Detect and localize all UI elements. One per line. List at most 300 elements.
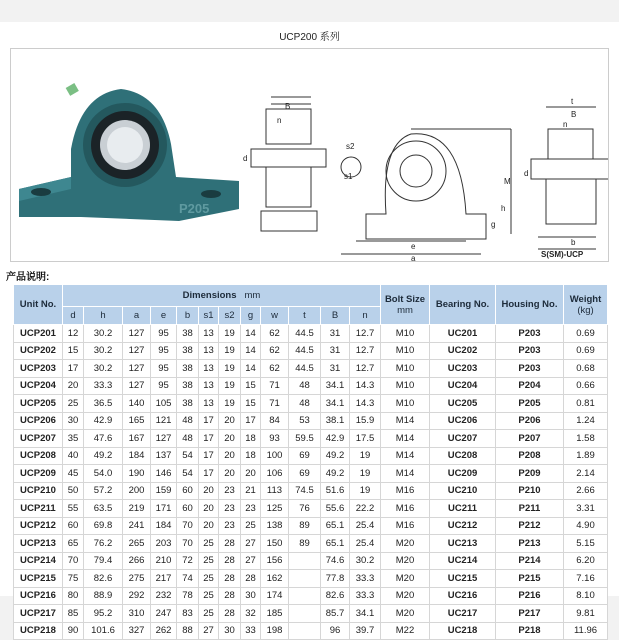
pillow-block-photo [19,83,239,221]
cell-dim-a: 167 [123,430,151,448]
header-bolt-label: Bolt Size [384,293,426,305]
cell-weight: 8.10 [564,587,608,605]
cell-housing-no: P215 [496,570,564,588]
cell-dim-a: 219 [123,500,151,518]
cell-dim-e: 95 [151,325,177,343]
cell-dim-b: 54 [177,447,199,465]
header-dim-d: d [63,307,84,325]
cell-dim-h: 69.8 [84,517,123,535]
cell-dim-g: 27 [241,552,261,570]
header-bearing-no: Bearing No. [430,285,496,325]
cell-bolt-size: M20 [381,535,430,553]
cell-unit-no: UCP202 [14,342,63,360]
cell-dim-n: 12.7 [350,342,381,360]
cell-weight: 9.81 [564,605,608,623]
cell-dim-t: 44.5 [289,325,321,343]
table-row [14,552,608,570]
cell-dim-g: 21 [241,482,261,500]
cell-unit-no: UCP204 [14,377,63,395]
cell-dim-b: 48 [177,430,199,448]
cell-dim-B: 51.6 [321,482,350,500]
cell-dim-g: 32 [241,605,261,623]
table-row [14,447,608,465]
cell-dim-e: 232 [151,587,177,605]
cell-dim-s2: 20 [219,430,241,448]
cell-dim-g: 18 [241,430,261,448]
header-weight [564,285,608,325]
cell-dim-t: 74.5 [289,482,321,500]
cell-dim-a: 310 [123,605,151,623]
cell-dim-a: 200 [123,482,151,500]
cell-dim-h: 63.5 [84,500,123,518]
cell-dim-t [289,552,321,570]
product-description-label: 产品说明: [6,272,50,283]
cell-weight: 7.16 [564,570,608,588]
cell-dim-n: 22.2 [350,500,381,518]
label-d2: d [524,169,529,178]
cell-dim-a: 327 [123,622,151,640]
cell-dim-s2: 23 [219,517,241,535]
cell-dim-n: 19 [350,465,381,483]
cell-dim-w: 125 [261,500,289,518]
cell-dim-t: 89 [289,535,321,553]
cell-unit-no: UCP213 [14,535,63,553]
header-unit-no: Unit No. [14,285,63,325]
cell-dim-t: 44.5 [289,360,321,378]
cell-housing-no: P217 [496,605,564,623]
cell-dim-t: 44.5 [289,342,321,360]
cell-weight: 0.68 [564,360,608,378]
cell-unit-no: UCP218 [14,622,63,640]
cell-bolt-size: M16 [381,517,430,535]
cell-dim-t: 89 [289,517,321,535]
table-row [14,342,608,360]
cell-weight: 4.90 [564,517,608,535]
cell-dim-b: 38 [177,377,199,395]
cell-unit-no: UCP206 [14,412,63,430]
table-row [14,360,608,378]
cell-dim-e: 95 [151,342,177,360]
cell-dim-a: 127 [123,377,151,395]
cell-dim-e: 95 [151,360,177,378]
cell-unit-no: UCP205 [14,395,63,413]
cell-dim-s1: 25 [199,587,219,605]
cell-dim-b: 78 [177,587,199,605]
cell-unit-no: UCP203 [14,360,63,378]
cell-dim-n: 17.5 [350,430,381,448]
cell-unit-no: UCP217 [14,605,63,623]
cell-dim-s2: 19 [219,360,241,378]
cell-dim-w: 93 [261,430,289,448]
cell-dim-w: 162 [261,570,289,588]
table-row [14,535,608,553]
cell-dim-s1: 13 [199,377,219,395]
cell-dim-e: 171 [151,500,177,518]
cell-dim-d: 17 [63,360,84,378]
cell-dim-B: 74.6 [321,552,350,570]
cell-dim-w: 185 [261,605,289,623]
cell-dim-n: 25.4 [350,535,381,553]
cell-dim-t [289,622,321,640]
cell-dim-s1: 20 [199,500,219,518]
cell-dim-h: 47.6 [84,430,123,448]
cell-dim-s1: 25 [199,535,219,553]
header-dim-h: h [84,307,123,325]
cell-dim-h: 57.2 [84,482,123,500]
cell-dim-s2: 19 [219,395,241,413]
cell-weight: 0.81 [564,395,608,413]
cell-bearing-no: UC206 [430,412,496,430]
cell-dim-n: 33.3 [350,570,381,588]
cell-dim-w: 62 [261,342,289,360]
cell-unit-no: UCP201 [14,325,63,343]
cell-dim-e: 146 [151,465,177,483]
cell-dim-e: 105 [151,395,177,413]
label-g: g [491,220,496,229]
cell-dim-w: 156 [261,552,289,570]
cell-dim-g: 14 [241,342,261,360]
label-B: B [285,102,291,111]
cell-dim-w: 113 [261,482,289,500]
cell-dim-h: 88.9 [84,587,123,605]
cell-dim-d: 15 [63,342,84,360]
table-row [14,622,608,640]
label-h: h [501,204,506,213]
cell-dim-g: 18 [241,447,261,465]
cell-dim-b: 38 [177,325,199,343]
cell-dim-d: 35 [63,430,84,448]
specs-table [13,284,608,640]
cell-dim-s2: 19 [219,377,241,395]
table-row [14,605,608,623]
cell-bearing-no: UC202 [430,342,496,360]
cell-bearing-no: UC217 [430,605,496,623]
cell-bearing-no: UC216 [430,587,496,605]
cell-dim-d: 12 [63,325,84,343]
cell-dim-s2: 28 [219,605,241,623]
cell-dim-B: 38.1 [321,412,350,430]
cell-housing-no: P203 [496,342,564,360]
label-t: t [571,97,574,106]
cell-dim-s1: 13 [199,360,219,378]
cell-dim-s2: 28 [219,570,241,588]
cell-dim-h: 54.0 [84,465,123,483]
cell-dim-B: 49.2 [321,465,350,483]
cell-bolt-size: M14 [381,465,430,483]
header-dim-e: e [151,307,177,325]
cell-weight: 1.58 [564,430,608,448]
side-view-drawing [251,97,326,231]
cell-dim-s1: 25 [199,552,219,570]
cell-bearing-no: UC205 [430,395,496,413]
cell-dim-h: 36.5 [84,395,123,413]
cell-dim-h: 82.6 [84,570,123,588]
cell-weight: 3.31 [564,500,608,518]
cell-weight: 0.69 [564,325,608,343]
cell-dim-b: 60 [177,482,199,500]
header-weight-unit: (kg) [577,304,594,316]
cell-dim-w: 100 [261,447,289,465]
cell-bolt-size: M10 [381,377,430,395]
cell-dim-B: 31 [321,342,350,360]
cell-dim-a: 184 [123,447,151,465]
cell-dim-s1: 27 [199,622,219,640]
cell-bolt-size: M16 [381,482,430,500]
cell-bearing-no: UC208 [430,447,496,465]
cell-bearing-no: UC204 [430,377,496,395]
cell-dim-d: 50 [63,482,84,500]
cell-housing-no: P214 [496,552,564,570]
cell-dim-B: 31 [321,360,350,378]
cell-housing-no: P204 [496,377,564,395]
cell-dim-d: 20 [63,377,84,395]
cell-dim-b: 38 [177,342,199,360]
cell-dim-g: 27 [241,535,261,553]
cell-dim-g: 23 [241,500,261,518]
cell-dim-w: 71 [261,395,289,413]
cell-housing-no: P207 [496,430,564,448]
table-row [14,412,608,430]
cell-dim-s1: 13 [199,342,219,360]
cell-dim-d: 25 [63,395,84,413]
cell-dim-B: 34.1 [321,377,350,395]
cell-dim-t: 69 [289,447,321,465]
cell-dim-d: 40 [63,447,84,465]
cell-dim-B: 85.7 [321,605,350,623]
cell-dim-b: 72 [177,552,199,570]
label-a: a [411,254,416,261]
cell-dim-a: 127 [123,325,151,343]
cell-dim-s2: 20 [219,447,241,465]
cell-dim-a: 127 [123,342,151,360]
cell-dim-d: 55 [63,500,84,518]
cell-dim-t: 53 [289,412,321,430]
cell-dim-d: 85 [63,605,84,623]
cell-dim-s1: 20 [199,482,219,500]
cell-weight: 1.24 [564,412,608,430]
cell-dim-s1: 25 [199,605,219,623]
cell-dim-t [289,605,321,623]
cell-dim-s2: 30 [219,622,241,640]
cell-bearing-no: UC203 [430,360,496,378]
cell-dim-B: 31 [321,325,350,343]
header-dim-t: t [289,307,321,325]
cell-dim-s1: 13 [199,325,219,343]
figure-caption: S(SM)-UCP [541,250,584,259]
cell-housing-no: P208 [496,447,564,465]
cell-dim-h: 49.2 [84,447,123,465]
cell-dim-b: 83 [177,605,199,623]
table-row [14,325,608,343]
cell-dim-e: 137 [151,447,177,465]
cell-dim-d: 80 [63,587,84,605]
cell-housing-no: P209 [496,465,564,483]
cell-bolt-size: M20 [381,552,430,570]
cell-dim-g: 17 [241,412,261,430]
cell-weight: 1.89 [564,447,608,465]
label-M: M [504,177,511,186]
table-row [14,500,608,518]
cell-dim-t: 76 [289,500,321,518]
cell-unit-no: UCP212 [14,517,63,535]
cell-dim-b: 54 [177,465,199,483]
cell-housing-no: P203 [496,325,564,343]
page-title: UCP200 系列 [279,32,340,43]
header-dim-B: B [321,307,350,325]
cell-dim-w: 62 [261,360,289,378]
label-n: n [277,116,282,125]
table-row [14,377,608,395]
cell-dim-t: 69 [289,465,321,483]
cell-dim-a: 190 [123,465,151,483]
label-s1: s1 [344,172,353,181]
cell-housing-no: P216 [496,587,564,605]
cell-dim-e: 184 [151,517,177,535]
cell-dim-g: 33 [241,622,261,640]
cell-dim-e: 159 [151,482,177,500]
cell-dim-b: 70 [177,535,199,553]
cell-bearing-no: UC214 [430,552,496,570]
cell-dim-d: 70 [63,552,84,570]
cell-housing-no: P210 [496,482,564,500]
cell-bearing-no: UC218 [430,622,496,640]
cell-dim-d: 90 [63,622,84,640]
cell-weight: 11.96 [564,622,608,640]
cell-dim-B: 55.6 [321,500,350,518]
product-figure [10,48,609,262]
cell-dim-e: 95 [151,377,177,395]
cell-bolt-size: M10 [381,342,430,360]
cell-bolt-size: M22 [381,622,430,640]
cell-dim-b: 88 [177,622,199,640]
cell-dim-n: 25.4 [350,517,381,535]
label-b: b [571,238,576,247]
table-row [14,587,608,605]
cell-dim-b: 74 [177,570,199,588]
cell-dim-b: 38 [177,395,199,413]
cell-bearing-no: UC210 [430,482,496,500]
cell-dim-d: 65 [63,535,84,553]
cell-weight: 2.66 [564,482,608,500]
cell-dim-g: 15 [241,377,261,395]
table-row [14,465,608,483]
housing-mark: P205 [179,201,210,216]
cell-dim-g: 30 [241,587,261,605]
cell-bearing-no: UC211 [430,500,496,518]
cell-dim-e: 210 [151,552,177,570]
cell-bolt-size: M14 [381,430,430,448]
cell-dim-a: 275 [123,570,151,588]
label-B2: B [571,110,577,119]
cell-weight: 6.20 [564,552,608,570]
cell-dim-s2: 23 [219,482,241,500]
cell-bolt-size: M10 [381,360,430,378]
header-dim-s2: s2 [219,307,241,325]
cell-dim-n: 19 [350,482,381,500]
header-dim-s1: s1 [199,307,219,325]
cell-bearing-no: UC212 [430,517,496,535]
cell-dim-g: 20 [241,465,261,483]
cell-dim-d: 45 [63,465,84,483]
cell-dim-B: 42.9 [321,430,350,448]
cell-unit-no: UCP211 [14,500,63,518]
right-view-drawing [531,107,608,249]
cell-dim-s2: 19 [219,342,241,360]
header-bolt-unit: mm [397,304,413,316]
cell-dim-g: 25 [241,517,261,535]
cell-dim-d: 75 [63,570,84,588]
cell-bearing-no: UC207 [430,430,496,448]
cell-dim-a: 241 [123,517,151,535]
cell-bolt-size: M16 [381,500,430,518]
cell-dim-h: 95.2 [84,605,123,623]
cell-dim-g: 14 [241,360,261,378]
cell-housing-no: P212 [496,517,564,535]
cell-bearing-no: UC201 [430,325,496,343]
cell-dim-h: 30.2 [84,325,123,343]
header-dimensions [63,285,381,307]
cell-bolt-size: M20 [381,570,430,588]
cell-dim-n: 39.7 [350,622,381,640]
cell-dim-a: 140 [123,395,151,413]
cell-housing-no: P211 [496,500,564,518]
cell-dim-g: 15 [241,395,261,413]
label-e: e [411,242,416,251]
header-dim-b: b [177,307,199,325]
cell-dim-a: 265 [123,535,151,553]
label-d: d [243,154,248,163]
table-row [14,430,608,448]
cell-dim-g: 14 [241,325,261,343]
cell-dim-w: 84 [261,412,289,430]
header-dim-n: n [350,307,381,325]
cell-dim-e: 262 [151,622,177,640]
cell-dim-n: 19 [350,447,381,465]
cell-dim-e: 121 [151,412,177,430]
cell-dim-s2: 28 [219,552,241,570]
cell-dim-s1: 25 [199,570,219,588]
cell-dim-e: 203 [151,535,177,553]
cell-dim-s2: 28 [219,535,241,553]
cell-dim-a: 292 [123,587,151,605]
header-dimensions-unit: mm [244,290,261,301]
label-s2: s2 [346,142,355,151]
cell-dim-b: 70 [177,517,199,535]
cell-dim-n: 12.7 [350,325,381,343]
cell-dim-w: 138 [261,517,289,535]
cell-dim-d: 60 [63,517,84,535]
header-dim-g: g [241,307,261,325]
cell-dim-s2: 20 [219,412,241,430]
cell-unit-no: UCP216 [14,587,63,605]
header-dimensions-label: Dimensions [182,290,237,301]
cell-dim-b: 48 [177,412,199,430]
cell-dim-b: 38 [177,360,199,378]
cell-dim-e: 127 [151,430,177,448]
cell-housing-no: P203 [496,360,564,378]
table-row [14,517,608,535]
header-weight-label: Weight [569,293,602,305]
cell-dim-B: 65.1 [321,535,350,553]
cell-dim-w: 62 [261,325,289,343]
cell-dim-n: 30.2 [350,552,381,570]
cell-dim-h: 33.3 [84,377,123,395]
cell-dim-w: 150 [261,535,289,553]
cell-bolt-size: M20 [381,605,430,623]
cell-bearing-no: UC209 [430,465,496,483]
cell-weight: 0.66 [564,377,608,395]
cell-dim-s2: 19 [219,325,241,343]
